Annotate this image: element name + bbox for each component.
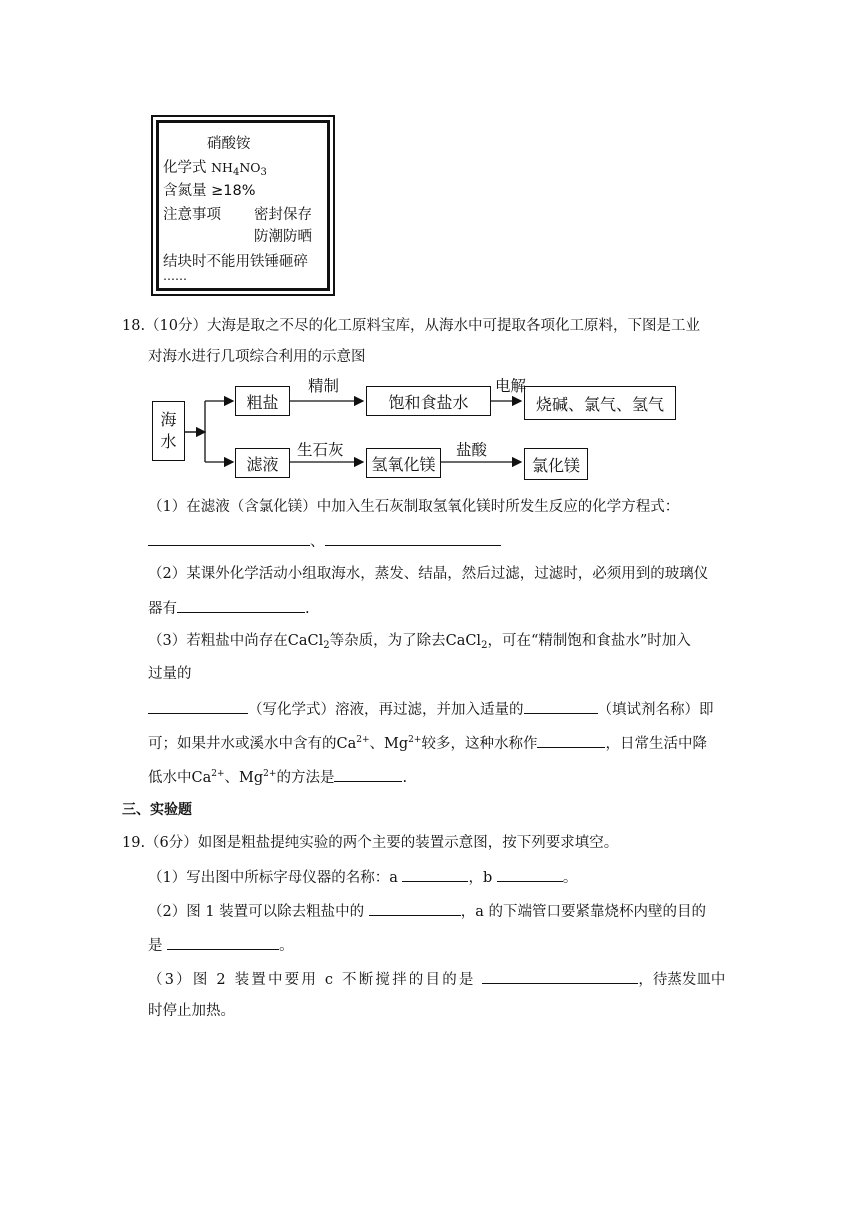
label-nitrogen: 含氮量 ≥18% — [163, 183, 256, 199]
q19-part2-line2: 是 。 — [148, 934, 294, 956]
q18-part2-line1: （2）某课外化学活动小组取海水，蒸发、结晶，然后过滤，过滤时，必须用到的玻璃仪 — [148, 566, 709, 582]
q18-part1: （1）在滤液（含氯化镁）中加入生石灰制取氢氧化镁时所发生反应的化学方程式： — [148, 499, 680, 515]
label-formula: 化学式 $NH_4NO_3$ — [163, 160, 267, 178]
q18-line1: 18.（10分）大海是取之不尽的化工原料宝库，从海水中可提取各项化工原料，下图是工业 — [122, 318, 701, 334]
q18-part3-line1: （3）若粗盐中尚存在CaCl$_2$等杂质，为了除去CaCl$_2$，可在“精制饱和食盐水”时加入 — [148, 633, 691, 651]
answer-blank[interactable] — [537, 732, 605, 748]
q18-part1-blanks: 、 — [148, 530, 501, 552]
crude-salt-box: 粗盐 — [235, 386, 290, 416]
label-ellipsis: …… — [163, 269, 187, 283]
answer-blank[interactable] — [497, 866, 563, 882]
q19-part3-line2: 时停止加热。 — [148, 1003, 235, 1019]
label-title: 硝酸铵 — [207, 136, 251, 152]
answer-blank[interactable] — [325, 530, 501, 546]
mg-chloride-box: 氯化镁 — [524, 448, 588, 480]
q19-line1: 19.（6分）如图是粗盐提纯实验的两个主要的装置示意图，按下列要求填空。 — [122, 835, 619, 851]
section-title: 三、实验题 — [122, 802, 192, 818]
refine-label: 精制 — [308, 377, 340, 395]
answer-blank[interactable] — [167, 934, 279, 950]
seawater-flow-diagram — [150, 370, 710, 492]
label-caution-key: 注意事项 — [163, 207, 221, 223]
q18-part3-line2: 过量的 — [148, 666, 192, 682]
electrolysis-label: 电解 — [495, 377, 527, 395]
answer-blank[interactable] — [524, 698, 598, 714]
q19-part1: （1）写出图中所标字母仪器的名称：a ，b 。 — [148, 866, 577, 888]
products-box: 烧碱、氯气、氢气 — [524, 386, 676, 420]
seawater-box: 海 水 — [152, 401, 185, 461]
answer-blank[interactable] — [334, 766, 402, 782]
q18-part3-line3: （写化学式）溶液，再过滤，并加入适量的 （填试剂名称）即 — [148, 698, 714, 720]
hcl-label: 盐酸 — [456, 441, 488, 459]
fertilizer-label — [156, 120, 330, 291]
label-caution-2: 防潮防晒 — [254, 229, 312, 245]
label-lump: 结块时不能用铁锤砸碎 — [163, 254, 308, 270]
answer-blank[interactable] — [148, 698, 248, 714]
answer-blank[interactable] — [369, 900, 461, 916]
brine-box: 饱和食盐水 — [366, 386, 491, 416]
label-caution-1: 密封保存 — [254, 207, 312, 223]
answer-blank[interactable] — [402, 866, 468, 882]
q18-part2-line2: 器有 . — [148, 597, 310, 619]
q18-part3-line5: 低水中$Ca^{2+}$、$Mg^{2+}$的方法是 . — [148, 766, 407, 788]
answer-blank[interactable] — [177, 597, 305, 613]
answer-blank[interactable] — [148, 530, 310, 546]
q18-line2: 对海水进行几项综合利用的示意图 — [148, 349, 366, 365]
mg-hydroxide-box: 氢氧化镁 — [366, 448, 441, 478]
q18-part3-line4: 可；如果井水或溪水中含有的$Ca^{2+}$、$Mg^{2+}$较多，这种水称作 ，日常生活中降 — [148, 732, 707, 754]
q19-part2-line1: （2）图 1 装置可以除去粗盐中的 ，a 的下端管口要紧靠烧杯内壁的目的 — [148, 900, 706, 922]
filtrate-box: 滤液 — [235, 448, 290, 478]
answer-blank[interactable] — [482, 968, 638, 984]
quicklime-label: 生石灰 — [297, 441, 344, 459]
q19-part3-line1: （3）图 2 装置中要用 c 不断搅拌的目的是 ，待蒸发皿中 — [148, 968, 725, 990]
